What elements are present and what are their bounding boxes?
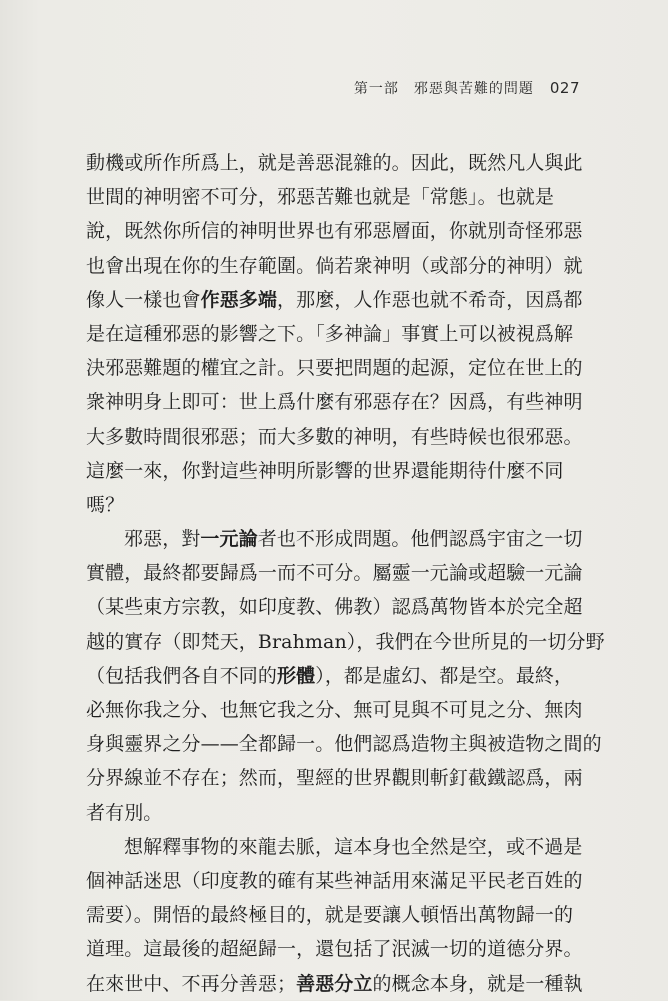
text-run: 大多數時間很邪惡；而大多數的神明，有些時候也很邪惡。: [86, 425, 583, 448]
text-line: [86, 727, 602, 761]
text-line: [86, 351, 586, 385]
text-line: [86, 454, 586, 488]
text-line: [86, 420, 586, 454]
text-line: [86, 180, 586, 214]
text-run: 越的實存（即梵天，Brahman），我們在今世所見的一切分野: [86, 630, 605, 653]
bold-term: 善惡分立: [296, 972, 373, 995]
paragraph: [86, 830, 586, 1001]
text-line: [86, 214, 586, 248]
text-run: 分界線並不存在；然而，聖經的世界觀則斬釘截鐵認爲，兩: [86, 767, 583, 790]
text-line: [86, 830, 586, 864]
text-line: [86, 761, 586, 795]
text-run: 者有別。: [86, 801, 163, 824]
bold-term: 一元論: [200, 528, 258, 551]
text-run: 必無你我之分、也無它我之分、無可見與不可見之分、無肉: [86, 699, 583, 721]
text-line: [86, 864, 586, 898]
text-run: 者也不形成問題。他們認爲宇宙之一切: [257, 528, 583, 551]
text-run: 也會出現在你的生存範圍。倘若衆神明（或部分的神明）就: [86, 254, 583, 277]
text-run: 衆神明身上即可：世上爲什麼有邪惡存在？因爲，有些神明: [86, 391, 583, 414]
text-line: [86, 522, 586, 556]
running-header: [354, 78, 580, 98]
text-run: 嗎？: [86, 493, 125, 516]
text-run: ），都是虛幻、都是空。最終，: [315, 664, 574, 687]
text-run: 邪惡，對: [124, 528, 201, 551]
text-line: [86, 590, 586, 624]
text-run: 說，既然你所信的神明世界也有邪惡層面，你就別奇怪邪惡: [86, 220, 583, 243]
text-run: 這麼一來，你對這些神明所影響的世界還能期待什麼不同: [86, 459, 564, 482]
text-line: [86, 556, 586, 590]
text-line: [86, 317, 586, 351]
chapter-title: 第一部 邪惡與苦難的問題: [353, 81, 534, 97]
text-run: 世間的神明密不可分，邪惡苦難也就是「常態」。也就是: [86, 186, 555, 209]
text-line: [86, 898, 586, 932]
text-line: [86, 796, 586, 830]
text-line: [86, 146, 586, 180]
text-run: 在來世中、不再分善惡；: [86, 972, 297, 995]
text-run: 身與靈界之分——全都歸一。他們認爲造物主與被造物之間的: [86, 733, 602, 756]
text-line: [86, 659, 586, 693]
text-run: 決邪惡難題的權宜之計。只要把問題的起源，定位在世上的: [86, 357, 583, 380]
text-line: [86, 385, 586, 419]
text-line: [86, 967, 586, 1001]
bold-term: 作惡多端: [200, 288, 278, 311]
page-number: 027: [549, 79, 580, 97]
text-run: 的概念本身，就是一種執: [372, 972, 583, 995]
text-run: （某些東方宗教，如印度教、佛教）認爲萬物皆本於完全超: [86, 596, 583, 619]
text-line: [86, 249, 586, 283]
text-line: [86, 283, 586, 317]
bold-term: 形體: [277, 664, 316, 687]
text-line: [86, 693, 586, 727]
text-run: 需要）。開悟的最終極目的，就是要讓人頓悟出萬物歸一的: [86, 904, 574, 927]
text-run: 實體，最終都要歸爲一而不可分。屬靈一元論或超驗一元論: [86, 562, 583, 585]
body-text: [86, 146, 605, 1001]
text-line: [86, 932, 586, 966]
text-line: [86, 625, 605, 659]
paragraph: [86, 522, 605, 830]
text-run: 道理。這最後的超絕歸一，還包括了泯滅一切的道德分界。: [86, 938, 583, 961]
text-run: 像人一樣也會: [86, 288, 201, 311]
text-run: （包括我們各自不同的: [86, 664, 278, 687]
text-run: ，那麼，人作惡也就不希奇，因爲都: [277, 288, 583, 311]
text-run: 是在這種邪惡的影響之下。「多神論」事實上可以被視爲解: [86, 322, 574, 345]
paragraph: [86, 146, 586, 522]
text-run: 想解釋事物的來龍去脈，這本身也全然是空，或不過是: [124, 835, 583, 858]
text-line: [86, 488, 586, 522]
text-run: 個神話迷思（印度教的確有某些神話用來滿足平民老百姓的: [86, 869, 583, 892]
text-run: 動機或所作所爲上，就是善惡混雜的。因此，既然凡人與此: [86, 152, 583, 174]
